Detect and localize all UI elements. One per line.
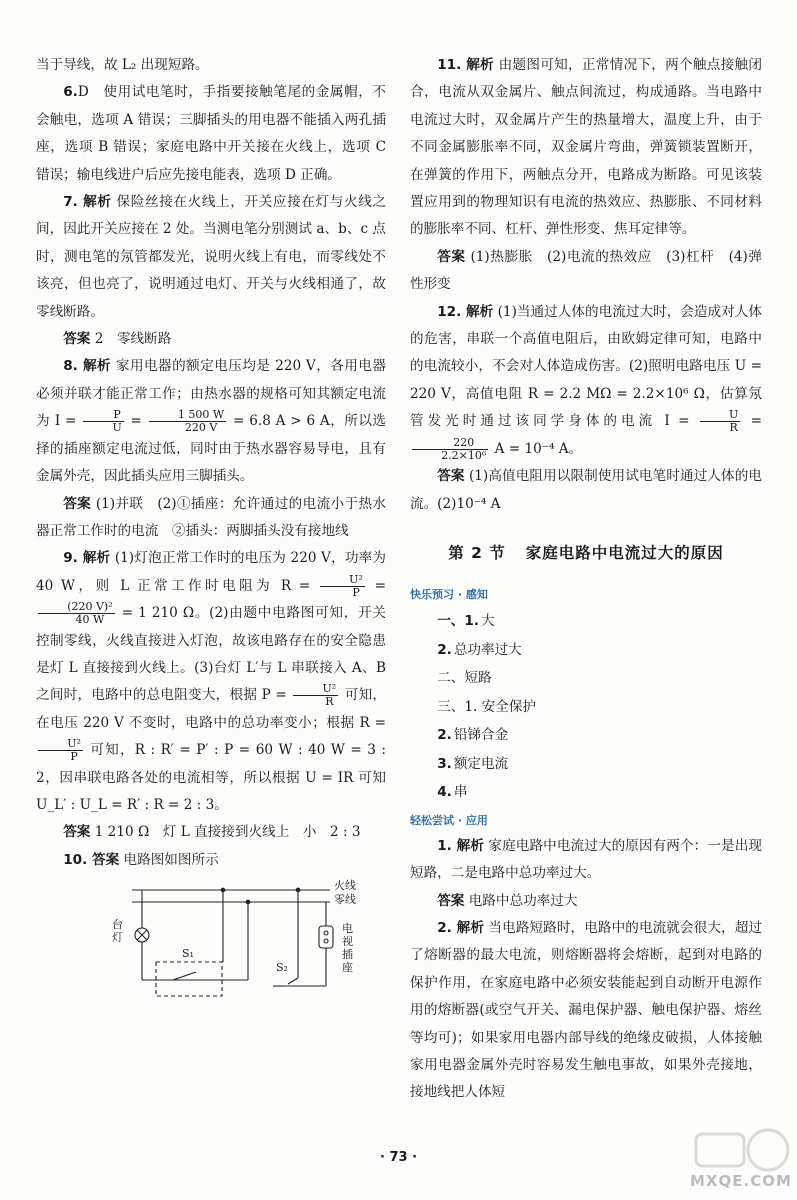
numerator: U² bbox=[67, 737, 81, 751]
denominator: P bbox=[38, 750, 83, 763]
q12-text-a: (1)当通过人体的电流过大时，会造成对人体的危害，串联一个高值电阻后，由欧姆定律可知，电路中的电流较小，不会对人体造成伤害。(2)照明电路电压 U = 220 V，高值电阻 R = 2.2 MΩ = 2.2×10⁶ Ω，估算氖管发光时通过该同学身体的电流 I = bbox=[410, 303, 762, 430]
a1-answer-text: 电路中总功率过大 bbox=[468, 892, 578, 909]
q9-answer bbox=[36, 819, 386, 846]
q10-block bbox=[36, 847, 386, 874]
denominator: U bbox=[83, 421, 123, 434]
left-column bbox=[36, 52, 386, 1000]
socket-hole bbox=[324, 931, 328, 935]
q11-label: 11. 解析 bbox=[437, 57, 495, 73]
fraction bbox=[83, 409, 123, 434]
q7-text: 保险丝接在火线上，开关应接在灯与火线之间，因此开关应接在 2 处。当测电笔分别测试 a、b、c 点时，测电笔的氖管都发光，说明火线上有电，而零线处不该亮，但也亮了，说明通过电灯、开关与火线相通了，故零线断路。 bbox=[36, 194, 386, 320]
numerator: P bbox=[113, 408, 121, 422]
list-item-text: 铅锑合金 bbox=[453, 727, 509, 744]
q12-block bbox=[410, 299, 762, 463]
q10-label: 10. 答案 bbox=[63, 851, 120, 868]
list-item-text: 总功率过大 bbox=[453, 641, 522, 658]
q9-text-d: 可知，R : R′ = P′ : P = 60 W : 40 W = 3 : 2，因串联电路各处的电流相等，所以根据 U = IR 可知 U_L′ : U_L = R′ : R = 2 : 3。 bbox=[36, 742, 386, 813]
answer-label: 答案 bbox=[63, 495, 92, 512]
q7-answer bbox=[36, 326, 386, 353]
q9-text-a: (1)灯泡正常工作时的电压为 220 V，功率为 40 W，则 L 正常工作时电阻为 R = bbox=[36, 550, 386, 594]
page-number: · 73 · bbox=[379, 1150, 418, 1165]
circuit-diagram bbox=[98, 880, 398, 1000]
lamp-label: 台灯 bbox=[112, 918, 123, 945]
q11-block bbox=[410, 52, 762, 244]
q11-text: 由题图可知，正常情况下，两个触点接触闭合，电流从双金属片、触点间流过，构成通路。当电路中电流过大时，双金属片产生的热量增大，温度上升，由于不同金属膨胀率不同，双金属片弯曲，弹簧锁装置断开，在弹簧的作用下，两触点分开，电路成为断路。可见该装置应用到的物理知识有电流的热效应、热膨胀、不同材料的膨胀率不同、杠杆、弹性形变、焦耳定律等。 bbox=[410, 57, 762, 238]
q12-label: 12. 解析 bbox=[437, 303, 494, 320]
switch-box bbox=[156, 962, 222, 996]
a2-block bbox=[410, 915, 762, 1107]
neutral-wire-label: 零线 bbox=[334, 893, 356, 907]
list-item-text: 额定电流 bbox=[453, 755, 509, 772]
switch-s2-blade bbox=[288, 978, 298, 984]
denominator: 220 V bbox=[149, 421, 226, 434]
section-title: 家庭电路中电流过大的原因 bbox=[525, 543, 724, 562]
q9-label: 9. 解析 bbox=[63, 550, 111, 567]
answer-label: 答案 bbox=[437, 892, 465, 909]
list-item bbox=[410, 607, 762, 636]
list-item-number: 一、1. bbox=[437, 613, 479, 630]
junction-dot bbox=[296, 888, 300, 892]
fraction bbox=[412, 437, 488, 462]
q9-text-c: 可知，在电压 220 V 不变时，电路中的总功率变小；根据 R = bbox=[36, 687, 387, 731]
list-item bbox=[410, 721, 762, 750]
socket-icon bbox=[319, 926, 333, 948]
denominator: 40 W bbox=[38, 613, 115, 626]
a1-label: 1. 解析 bbox=[437, 837, 484, 854]
q7-answer-text: 2 零线断路 bbox=[94, 331, 172, 348]
q7-block bbox=[36, 189, 386, 326]
list-item-number: 2. bbox=[437, 727, 452, 744]
q11-answer-text: (1)热膨胀 (2)电流的热效应 (3)杠杆 (4)弹性形变 bbox=[410, 248, 763, 293]
equals-sign: = bbox=[130, 413, 142, 430]
fraction bbox=[38, 601, 115, 626]
fraction bbox=[293, 683, 338, 708]
list-item bbox=[410, 693, 762, 722]
q6-block bbox=[36, 79, 386, 189]
switch-s1-blade bbox=[173, 972, 196, 980]
q8-block bbox=[36, 353, 386, 490]
denominator: R bbox=[700, 421, 740, 434]
numerator: 1 500 W bbox=[177, 408, 225, 422]
a1-block bbox=[410, 833, 762, 888]
subheading-practice: 轻松尝试 · 应用 bbox=[410, 813, 488, 827]
q12-answer bbox=[410, 463, 762, 518]
watermark-text: MXQE.COM bbox=[690, 1172, 792, 1190]
numerator: 220 bbox=[453, 435, 475, 449]
subheading-preview: 快乐预习 · 感知 bbox=[410, 588, 488, 602]
q8-answer-text: (1)并联 (2)①插座：允许通过的电流小于热水器正常工作时的电流 ②插头：两脚插头没有接地线 bbox=[36, 495, 387, 539]
numerator: U² bbox=[322, 682, 337, 696]
a1-answer bbox=[410, 888, 762, 915]
preview-answer-list bbox=[410, 607, 762, 807]
denominator: P bbox=[320, 586, 365, 599]
list-item-text: 三、1. 安全保护 bbox=[437, 698, 537, 715]
list-item-number: 4. bbox=[437, 784, 452, 801]
q8-label: 8. 解析 bbox=[63, 358, 112, 375]
list-item-number: 3. bbox=[437, 755, 452, 772]
numerator: U² bbox=[349, 572, 363, 586]
section-heading bbox=[410, 540, 762, 567]
s1-label: S₁ bbox=[182, 947, 194, 961]
live-wire-label: 火线 bbox=[334, 879, 356, 893]
q8-text-b: = 6.8 A > 6 A，所以选择的插座额定电流过低，同时由于热水器容易导电，且有金属外壳，因此插头应用三脚插头。 bbox=[36, 413, 387, 485]
q11-answer bbox=[410, 244, 762, 299]
q8-answer bbox=[36, 491, 386, 546]
q9-block bbox=[36, 545, 386, 819]
socket-hole bbox=[324, 939, 328, 943]
fraction bbox=[149, 409, 226, 434]
list-item bbox=[410, 778, 762, 807]
list-item-text: 串 bbox=[453, 784, 468, 801]
fraction bbox=[700, 409, 740, 434]
answer-label: 答案 bbox=[437, 468, 465, 485]
numerator: (220 V)² bbox=[67, 600, 113, 614]
list-item-text: 二、短路 bbox=[437, 670, 492, 687]
fraction bbox=[38, 738, 83, 763]
denominator: 2.2×10⁶ bbox=[412, 449, 488, 462]
list-item bbox=[410, 636, 762, 665]
fraction bbox=[320, 574, 365, 599]
equals-sign: = bbox=[374, 577, 386, 594]
denominator: R bbox=[293, 695, 338, 708]
numerator: U bbox=[729, 408, 739, 422]
right-column bbox=[410, 52, 762, 1107]
section-number: 第 2 节 bbox=[448, 543, 506, 562]
a2-text: 当电路短路时，电路中的电流就会很大，超过了熔断器的最大电流，则熔断器将会熔断，起到对电路的保护作用，在家庭电路中必须安装能起到自动断开电源作用的熔断器(或空气开关、漏电保护器、触电保护器、熔丝等均可)；如果家用电器内部导线的绝缘皮破损，人体接触家用电器金属外壳时容易发生触电事故，如果外壳接地，接地线把人体短 bbox=[410, 920, 762, 1101]
list-item bbox=[410, 664, 762, 693]
q6-text: D 使用试电笔时，手指要接触笔尾的金属帽，不会触电，选项 A 错误；三脚插头的用电器不能插入两孔插座，选项 B 错误；家庭电路中开关接在火线上，选项 C 错误；输电线进户后应先接电能表，选项 D 正确。 bbox=[36, 84, 386, 183]
answer-label: 答案 bbox=[63, 824, 91, 841]
answer-label: 答案 bbox=[437, 248, 466, 265]
answer-label: 答案 bbox=[63, 331, 91, 348]
list-item bbox=[410, 750, 762, 779]
equals-sign: = bbox=[750, 413, 762, 430]
list-item-text: 大 bbox=[481, 613, 495, 630]
q7-label: 7. 解析 bbox=[63, 194, 112, 211]
a2-label: 2. 解析 bbox=[437, 920, 484, 937]
q10-text: 电路图如图所示 bbox=[123, 851, 219, 868]
continuation-line: 当于导线，故 L₂ 出现短路。 bbox=[36, 57, 209, 73]
q6-number: 6. bbox=[63, 84, 78, 101]
q12-answer-text: (1)高值电阻用以限制使用试电笔时通过人体的电流。(2)10⁻⁴ A bbox=[410, 468, 762, 512]
list-item-number: 2. bbox=[437, 641, 452, 658]
q8-text-a: 家用电器的额定电压均是 220 V，各用电器必须并联才能正常工作；由热水器的规格可知其额定电流为 I = bbox=[36, 358, 387, 430]
s2-label: S₂ bbox=[276, 961, 288, 975]
tv-socket-label: 电视插座 bbox=[342, 922, 353, 975]
q9-text-b: = 1 210 Ω。(2)由题中电路图可知，开关控制零线，火线直接进入灯泡，故该电路存在的安全隐患是灯 L 直接接到火线上。(3)台灯 L′与 L 串联接入 A、B 之间时，电路中的总电阻变大，根据 P = bbox=[36, 605, 386, 704]
junction-dot bbox=[246, 900, 250, 904]
q12-text-b: A = 10⁻⁴ A。 bbox=[494, 440, 583, 457]
q9-answer-text: 1 210 Ω 灯 L 直接接到火线上 小 2 : 3 bbox=[94, 824, 361, 841]
a1-text: 家庭电路中电流过大的原因有两个：一是出现短路，二是电路中总功率过大。 bbox=[410, 837, 762, 882]
